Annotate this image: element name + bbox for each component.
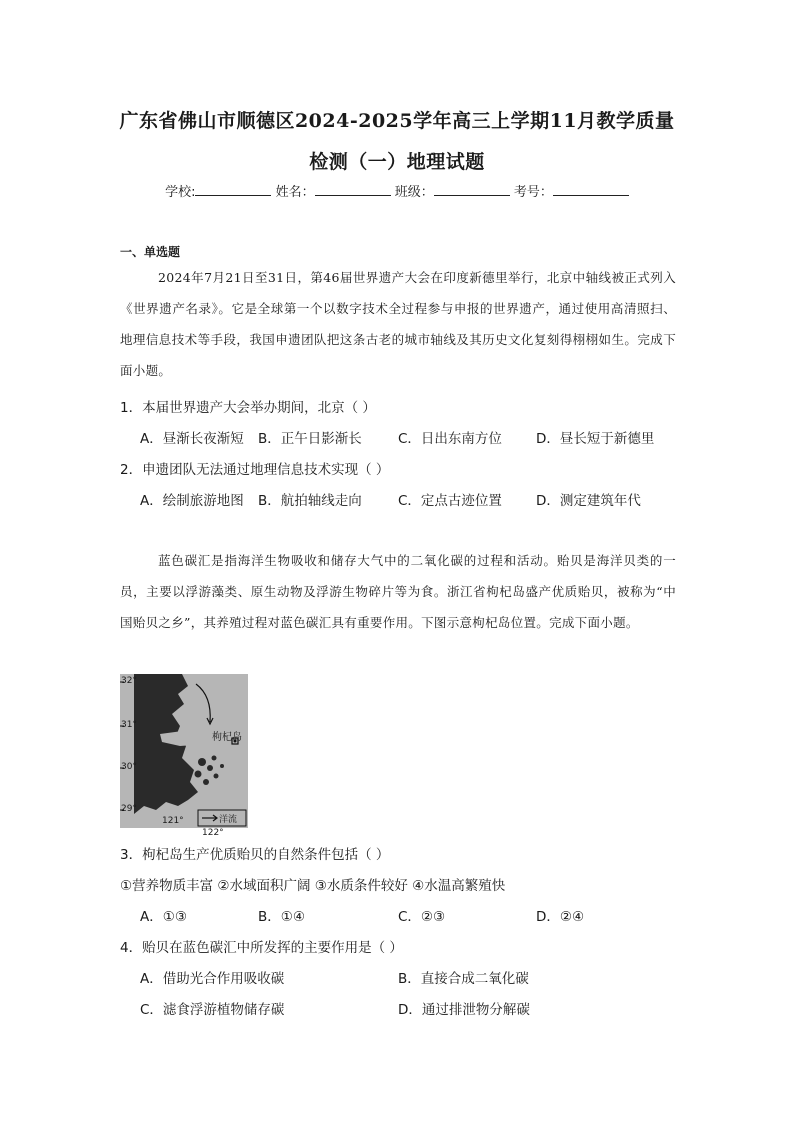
name-label: 姓名：	[275, 185, 315, 200]
q1-stem: 1．本届世界遗产大会举办期间，北京（ ）	[120, 400, 376, 416]
school-label: 学校:	[165, 185, 196, 200]
title-line-2: 检测（一）地理试题	[309, 151, 485, 173]
q3-stem: 3．枸杞岛生产优质贻贝的自然条件包括（ ）	[120, 847, 390, 863]
lat-label-29: 29°	[121, 804, 137, 814]
q1-option-c[interactable]: C．日出东南方位	[398, 431, 502, 447]
q4-option-c[interactable]: C．滤食浮游植物储存碳	[140, 1002, 285, 1018]
exam-no-blank[interactable]	[553, 183, 629, 196]
q3-option-a[interactable]: A．①③	[140, 909, 187, 925]
lat-label-32: 32°	[121, 676, 137, 686]
map-graphic	[120, 674, 248, 828]
q2-stem: 2．申遗团队无法通过地理信息技术实现（ ）	[120, 462, 390, 478]
name-blank[interactable]	[315, 183, 391, 196]
class-blank[interactable]	[434, 183, 510, 196]
q3-conditions: ①营养物质丰富 ②水域面积广阔 ③水质条件较好 ④水温高繁殖快	[120, 878, 506, 894]
q2-option-c[interactable]: C．定点古迹位置	[398, 493, 502, 509]
q1-option-a[interactable]: A．昼渐长夜渐短	[140, 431, 244, 447]
lon-label-122: 122°	[202, 828, 224, 838]
q4-option-a[interactable]: A．借助光合作用吸收碳	[140, 971, 285, 987]
title-line-1: 广东省佛山市顺德区2024-2025学年高三上学期11月教学质量	[119, 110, 675, 132]
q1-option-d[interactable]: D．昼长短于新德里	[536, 431, 655, 447]
q1-option-b[interactable]: B．正午日影渐长	[258, 431, 362, 447]
school-blank[interactable]	[195, 183, 271, 196]
lat-label-31: 31°	[121, 720, 137, 730]
lat-label-30: 30°	[121, 762, 137, 772]
gouqi-island-map	[120, 674, 248, 838]
q3-option-d[interactable]: D．②④	[536, 909, 585, 925]
q3-option-c[interactable]: C．②③	[398, 909, 446, 925]
section-title: 一、单选题	[120, 245, 181, 259]
island-label: 枸杞岛	[212, 732, 242, 743]
q3-option-b[interactable]: B．①④	[258, 909, 305, 925]
passage-2: 蓝色碳汇是指海洋生物吸收和储存大气中的二氧化碳的过程和活动。贻贝是海洋贝类的一员，主要以浮游藻类、原生动物及浮游生物碎片等为食。浙江省枸杞岛盛产优质贻贝，被称为“中国贻贝之乡”，其养殖过程对蓝色碳汇具有重要作用。下图示意枸杞岛位置。完成下面小题。	[120, 553, 676, 630]
student-info-row	[0, 181, 794, 200]
legend-label: 洋流	[219, 815, 238, 825]
q2-option-b[interactable]: B．航拍轴线走向	[258, 493, 362, 509]
class-label: 班级：	[394, 185, 434, 200]
lon-label-121: 121°	[162, 816, 184, 826]
q2-option-a[interactable]: A．绘制旅游地图	[140, 493, 244, 509]
passage-1: 2024年7月21日至31日，第46届世界遗产大会在印度新德里举行，北京中轴线被正式列入《世界遗产名录》。它是全球第一个以数字技术全过程参与申报的世界遗产，通过使用高清照扫、地理信息技术等手段，我国申遗团队把这条古老的城市轴线及其历史文化复刻得栩栩如生。完成下面小题。	[120, 270, 676, 378]
q4-option-d[interactable]: D．通过排泄物分解碳	[398, 1002, 530, 1018]
q4-stem: 4．贻贝在蓝色碳汇中所发挥的主要作用是（ ）	[120, 940, 403, 956]
q2-option-d[interactable]: D．测定建筑年代	[536, 493, 641, 509]
q4-option-b[interactable]: B．直接合成二氧化碳	[398, 971, 529, 987]
exam-no-label: 考号：	[513, 185, 553, 200]
